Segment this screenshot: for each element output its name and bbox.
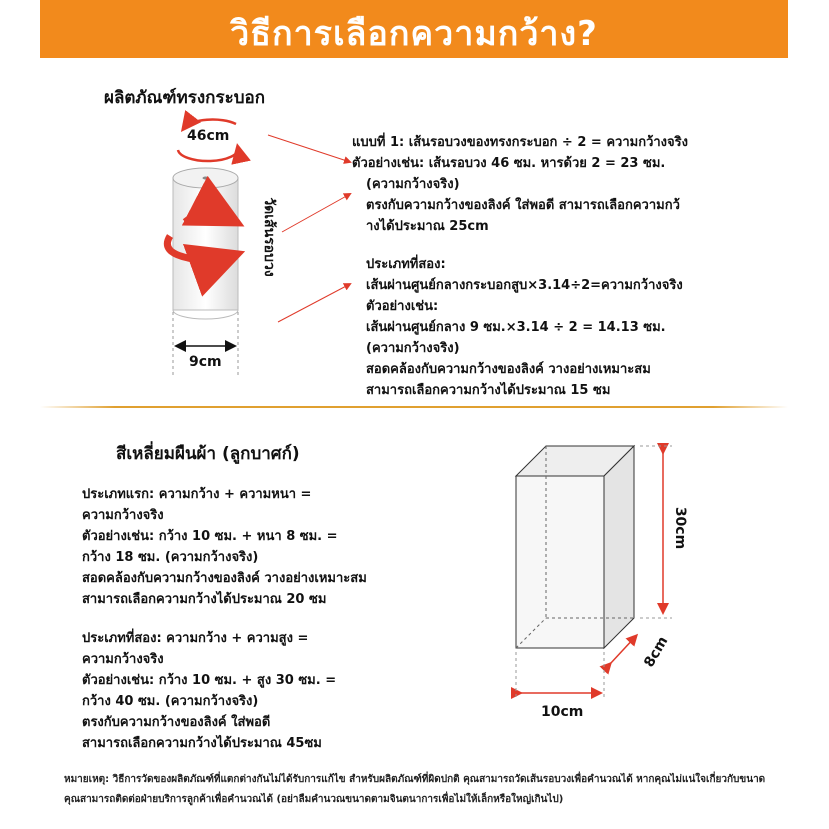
pointer-line [282, 194, 350, 232]
cylinder-type2-text [366, 254, 683, 401]
box-type1-text [82, 484, 367, 610]
box-width-label: 10cm [541, 704, 584, 720]
text-line: สอดคล้องกับความกว้างของลิงค์ วางอย่างเหมาะสม [82, 571, 367, 586]
text-line: กว้าง 18 ซม. (ความกว้างจริง) [82, 550, 259, 565]
text-line: างได้ประมาณ 25cm [366, 219, 489, 234]
cylinder-icon [173, 168, 238, 319]
circumference-label: 46cm [187, 128, 230, 144]
cylinder-type1-text [352, 132, 688, 237]
text-line: แบบที่ 1: เส้นรอบวงของทรงกระบอก ÷ 2 = ความกว้างจริง [352, 135, 688, 150]
box-type2-text [82, 628, 336, 754]
text-line: ความกว้างจริง [82, 508, 164, 523]
text-line: สามารถเลือกความกว้างได้ประมาณ 20 ซม [82, 592, 327, 607]
text-line: ตรงกับความกว้างของลิงค์ ใส่พอดี สามารถเลือกความกว้ [366, 198, 680, 213]
pointer-line [268, 135, 350, 162]
text-line: เส้นผ่านศูนย์กลางกระบอกสูบ×3.14÷2=ความกว้างจริง [366, 278, 683, 293]
section-divider [40, 406, 788, 408]
text-line: (ความกว้างจริง) [366, 177, 460, 192]
text-line: (ความกว้างจริง) [366, 341, 460, 356]
text-line: ตัวอย่างเช่น: กว้าง 10 ซม. + หนา 8 ซม. = [82, 529, 338, 544]
text-line: สอดคล้องกับความกว้างของลิงค์ วางอย่างเหมาะสม [366, 362, 651, 377]
text-line: ตัวอย่างเช่น: เส้นรอบวง 46 ซม. หารด้วย 2 = 23 ซม. [352, 156, 666, 171]
measure-circumference-vertical-label: วัดเส้นรอบวง [261, 197, 277, 277]
text-line: ประเภทแรก: ความกว้าง + ความหนา = [82, 487, 312, 502]
text-line: ประเภทที่สอง: ความกว้าง + ความสูง = [82, 631, 309, 646]
text-line: ความกว้างจริง [82, 652, 164, 667]
text-line: สามารถเลือกความกว้างได้ประมาณ 15 ซม [366, 383, 611, 398]
box-height-label: 30cm [672, 506, 689, 550]
text-line: ตรงกับความกว้างของลิงค์ ใส่พอดี [82, 715, 271, 730]
box-depth-label: 8cm [641, 633, 672, 671]
text-line: ตัวอย่างเช่น: [366, 299, 439, 314]
footnote: หมายเหตุ: วิธีการวัดของผลิตภัณฑ์ที่แตกต่างกันไม่ได้รับการแก้ไข สำหรับผลิตภัณฑ์ที่ผิดปกติ คุณสามารถวัดเส้นรอบวงเพื่อคำนวณได้ หากคุณไม่แน่ใจเกี่ยวกับขนาด คุณสามารถติดต่อฝ่ายบริการลูกค้าเพื่อคำนวณได้ (อย่าลืมคำนวณขนาดตามจินตนาการเพื่อไม่ให้เล็กหรือใหญ่เกินไป) [64, 774, 766, 805]
box-icon [516, 446, 634, 648]
cylinder-section-title: ผลิตภัณฑ์ทรงกระบอก [104, 88, 265, 108]
text-line: สามารถเลือกความกว้างได้ประมาณ 45ซม [82, 736, 322, 751]
text-line: เส้นผ่านศูนย์กลาง 9 ซม.×3.14 ÷ 2 = 14.13 ซม. [366, 320, 666, 335]
diameter-label: 9cm [189, 354, 222, 370]
text-line: กว้าง 40 ซม. (ความกว้างจริง) [82, 694, 259, 709]
text-line: ประเภทที่สอง: [366, 257, 446, 272]
box-section-title: สีเหลี่ยมผืนผ้า (ลูกบาศก์) [116, 444, 300, 464]
page-title: วิธีการเลือกความกว้าง? [230, 14, 598, 54]
pointer-line [278, 284, 350, 322]
text-line: ตัวอย่างเช่น: กว้าง 10 ซม. + สูง 30 ซม. = [82, 673, 337, 688]
